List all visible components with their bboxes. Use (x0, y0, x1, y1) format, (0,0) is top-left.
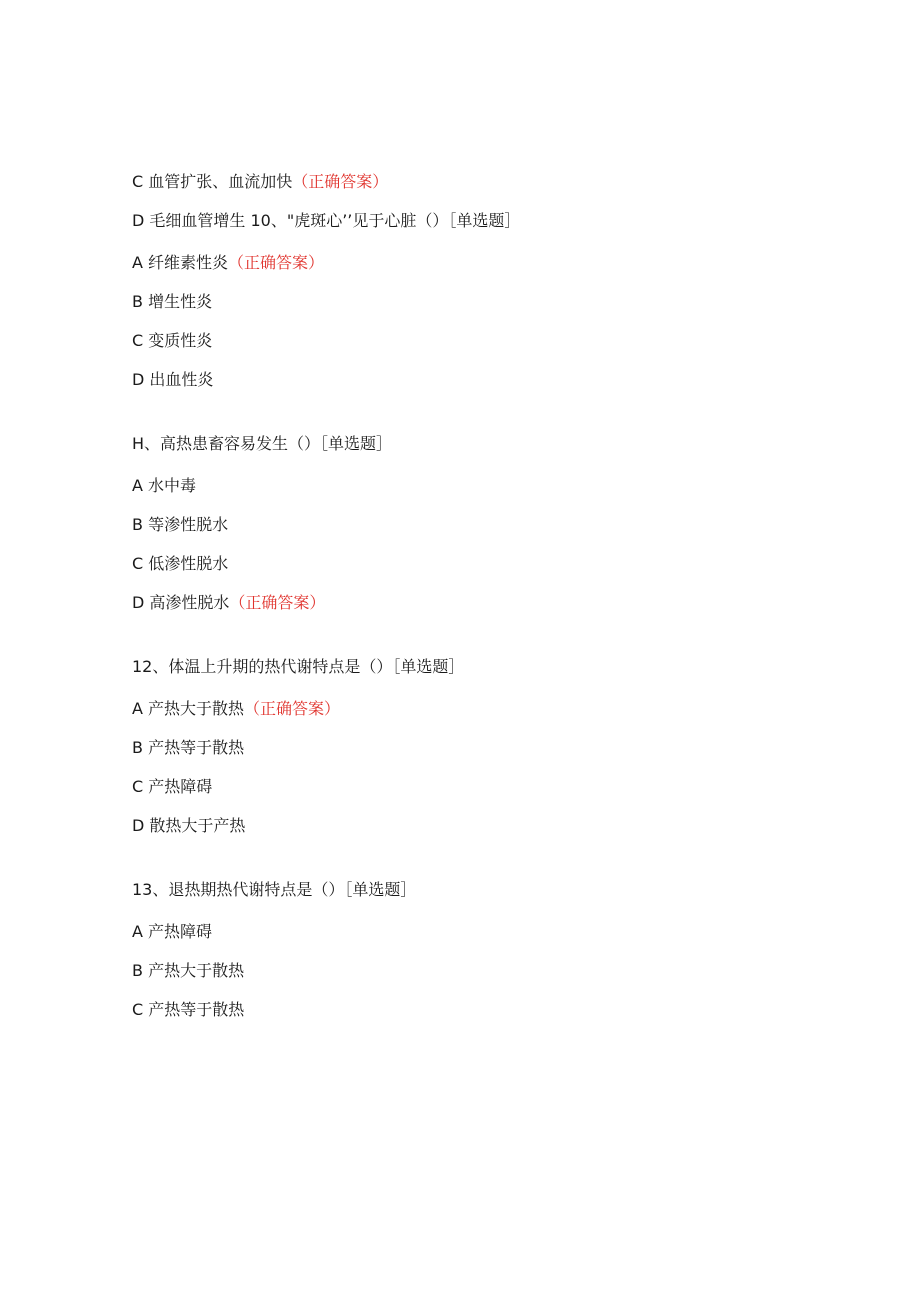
option-line (132, 553, 228, 575)
option-line (132, 999, 244, 1021)
correct-answer-tag: （正确答案） (244, 699, 341, 718)
option-text: A 产热大于散热 (132, 699, 245, 718)
option-line (132, 369, 213, 391)
option-line (132, 737, 244, 759)
option-line (132, 252, 324, 274)
question-text: D 毛细血管增生 10、"虎斑心’’见于心脏（）［单选题］ (132, 211, 521, 230)
question-text: 12、体温上升期的热代谢特点是（）［单选题］ (132, 657, 465, 676)
option-line (132, 921, 212, 943)
option-line (132, 960, 244, 982)
option-text: D 高渗性脱水 (132, 593, 230, 612)
option-text: A 纤维素性炎 (132, 253, 229, 272)
option-text: D 出血性炎 (132, 370, 214, 389)
option-line (132, 776, 212, 798)
option-line (132, 592, 325, 614)
question-line (132, 433, 392, 455)
option-text: B 产热等于散热 (132, 738, 245, 757)
option-text: B 产热大于散热 (132, 961, 245, 980)
question-line (132, 656, 464, 678)
option-line (132, 291, 212, 313)
option-text: C 低渗性脱水 (132, 554, 229, 573)
correct-answer-tag: （正确答案） (228, 253, 325, 272)
question-line (132, 879, 416, 901)
correct-answer-tag: （正确答案） (229, 593, 326, 612)
question-text: H、高热患畜容易发生（）［单选题］ (132, 434, 393, 453)
correct-answer-tag: （正确答案） (292, 172, 389, 191)
option-text: A 产热障碍 (132, 922, 213, 941)
option-text: A 水中毒 (132, 476, 197, 495)
option-line (132, 514, 228, 536)
option-line (132, 815, 245, 837)
option-text: C 产热等于散热 (132, 1000, 245, 1019)
option-text: D 散热大于产热 (132, 816, 246, 835)
option-line (132, 698, 340, 720)
option-line (132, 330, 212, 352)
option-text: B 增生性炎 (132, 292, 213, 311)
option-line (132, 171, 388, 193)
option-text: B 等渗性脱水 (132, 515, 229, 534)
question-text: 13、退热期热代谢特点是（）［单选题］ (132, 880, 417, 899)
option-text: C 血管扩张、血流加快 (132, 172, 293, 191)
option-line (132, 475, 196, 497)
option-text: C 产热障碍 (132, 777, 213, 796)
option-text: C 变质性炎 (132, 331, 213, 350)
question-line (132, 210, 520, 232)
